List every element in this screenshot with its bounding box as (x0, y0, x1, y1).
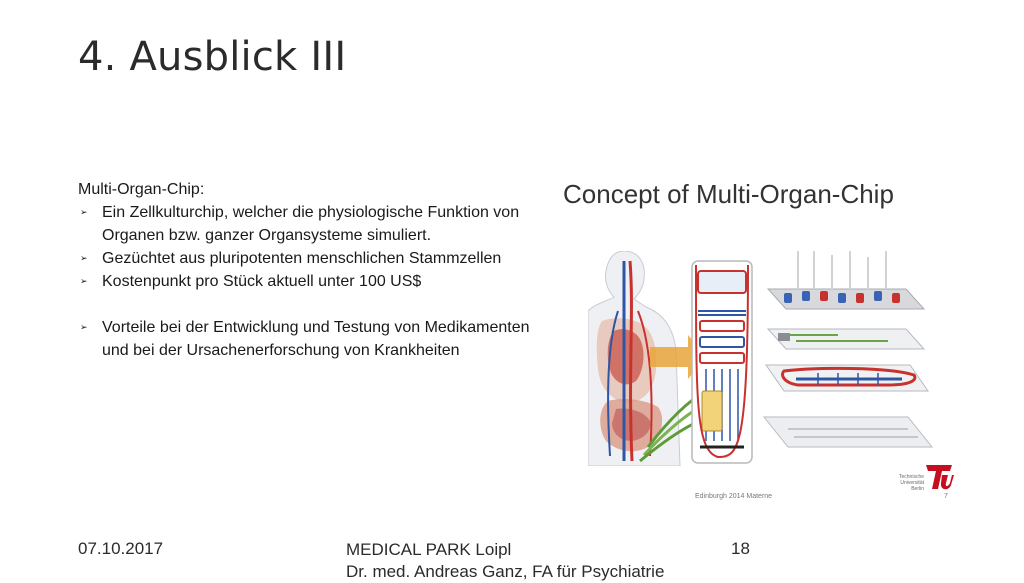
bullet-item (78, 201, 548, 247)
figure-page-number: 7 (944, 493, 948, 500)
arrow-bullet-icon: ➢ (80, 322, 88, 332)
footer-presenter (346, 539, 664, 583)
bullet-text: Gezüchtet aus pluripotenten menschlichen Stammzellen (102, 250, 502, 267)
arrow-bullet-icon: ➢ (80, 207, 88, 217)
bullet-item (78, 247, 548, 270)
tu-berlin-logo-icon (924, 463, 954, 491)
chip-layers-illustration (764, 251, 932, 447)
content-block (78, 178, 548, 362)
bullet-item (78, 316, 548, 362)
footer-line-1: MEDICAL PARK Loipl (346, 540, 512, 559)
slide-number: 18 (731, 539, 750, 558)
multi-organ-chip-figure (548, 163, 966, 510)
arrow-bullet-icon: ➢ (80, 276, 88, 286)
bullet-text: Ein Zellkulturchip, welcher die physiologische Funktion von Organen bzw. ganzer Organsysteme simuliert. (102, 204, 520, 244)
slide-title: 4. Ausblick III (78, 34, 347, 80)
bullet-item (78, 270, 548, 293)
arrow-bullet-icon: ➢ (80, 253, 88, 263)
bullet-list (78, 201, 548, 362)
multi-organ-chip-illustration (588, 251, 958, 466)
bullet-text: Vorteile bei der Entwicklung und Testung von Medikamenten und bei der Ursachenerforschung von Krankheiten (102, 319, 530, 359)
tu-berlin-logo-text: Technische Universität Berlin (898, 474, 924, 492)
figure-title: Concept of Multi-Organ-Chip (563, 179, 894, 209)
bullet-text: Kostenpunkt pro Stück aktuell unter 100 US$ (102, 273, 422, 290)
chip-schematic (692, 261, 752, 463)
footer-line-2: Dr. med. Andreas Ganz, FA für Psychiatrie (346, 562, 665, 581)
footer-date: 07.10.2017 (78, 539, 164, 558)
content-heading: Multi-Organ-Chip: (78, 181, 205, 198)
figure-credit: Edinburgh 2014 Materne (695, 493, 773, 500)
